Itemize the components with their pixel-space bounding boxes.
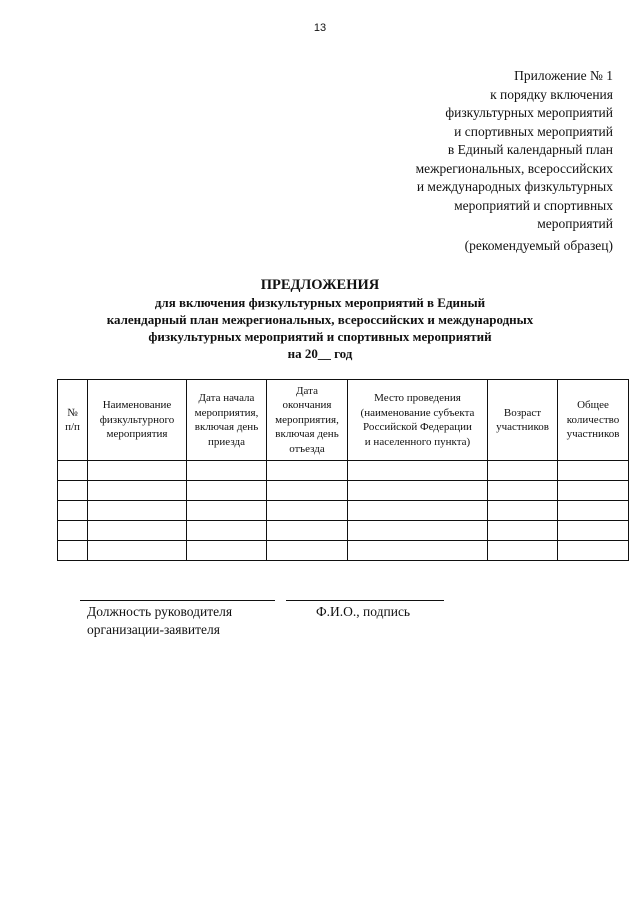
page-number: 13 [313,22,327,34]
table-cell [267,481,348,501]
header-end-date: Дата окончания мероприятия, включая день отъезда [267,380,348,461]
appendix-line: межрегиональных, всероссийских [415,160,613,176]
table-cell [88,541,187,561]
table-header-row [58,380,629,461]
appendix-line: физкультурных мероприятий [445,105,613,120]
table-cell [187,501,267,521]
table-cell [267,521,348,541]
heading-line: физкультурных мероприятий и спортивных мероприятий [148,329,492,344]
table-row [58,521,629,541]
table-cell [267,541,348,561]
table-cell [558,501,629,521]
table-cell [58,501,88,521]
proposals-table [57,379,629,561]
appendix-line: мероприятий и спортивных [454,197,613,213]
table-cell [267,461,348,481]
appendix-line: к порядку включения [490,86,613,102]
table-cell [88,481,187,501]
header-participant-count: Общее количество участников [558,380,629,461]
table-cell [58,521,88,541]
heading-line: на 20__ год [287,346,353,361]
position-label: Должность руководителя организации-заявителя [87,604,233,637]
document-title: ПРЕДЛОЖЕНИЯ [260,277,380,293]
table-row [58,461,629,481]
table-cell [348,541,488,561]
table-cell [187,461,267,481]
table-cell [348,461,488,481]
table-cell [558,461,629,481]
appendix-reference [353,67,613,234]
position-signature-line [80,600,275,601]
table-cell [348,521,488,541]
appendix-line: и международных физкультурных [416,179,613,194]
table-cell [488,461,558,481]
table-cell [187,521,267,541]
table-cell [58,541,88,561]
heading-line: для включения физкультурных мероприятий в Единый [154,295,486,310]
heading-line: календарный план межрегиональных, всероссийских и международных [106,312,534,327]
table-row [58,501,629,521]
appendix-line: и спортивных мероприятий [454,123,613,139]
table-cell [88,501,187,521]
sample-note: (рекомендуемый образец) [464,238,613,253]
table-cell [348,481,488,501]
table-cell [488,521,558,541]
appendix-line: мероприятий [537,216,613,231]
header-venue: Место проведения (наименование субъекта Российской Федерации и населенного пункта) [348,380,488,461]
header-start-date: Дата начала мероприятия, включая день приезда [187,380,267,461]
header-participant-age: Возраст участников [488,380,558,461]
table-cell [267,501,348,521]
table-cell [58,481,88,501]
table-row [58,541,629,561]
table-cell [488,541,558,561]
appendix-line: Приложение № 1 [514,68,613,83]
table-cell [558,521,629,541]
name-signature-line [286,600,444,601]
header-number: № п/п [58,380,88,461]
table-cell [348,501,488,521]
table-cell [488,481,558,501]
table-cell [558,541,629,561]
table-cell [187,481,267,501]
table-cell [58,461,88,481]
table-cell [88,521,187,541]
header-event-name: Наименование физкультурного мероприятия [88,380,187,461]
document-heading [40,276,600,362]
name-signature-label: Ф.И.О., подпись [316,604,411,619]
appendix-line: в Единый календарный план [447,142,613,157]
table-cell [558,481,629,501]
table-row [58,481,629,501]
table-cell [187,541,267,561]
table-cell [488,501,558,521]
table-cell [88,461,187,481]
